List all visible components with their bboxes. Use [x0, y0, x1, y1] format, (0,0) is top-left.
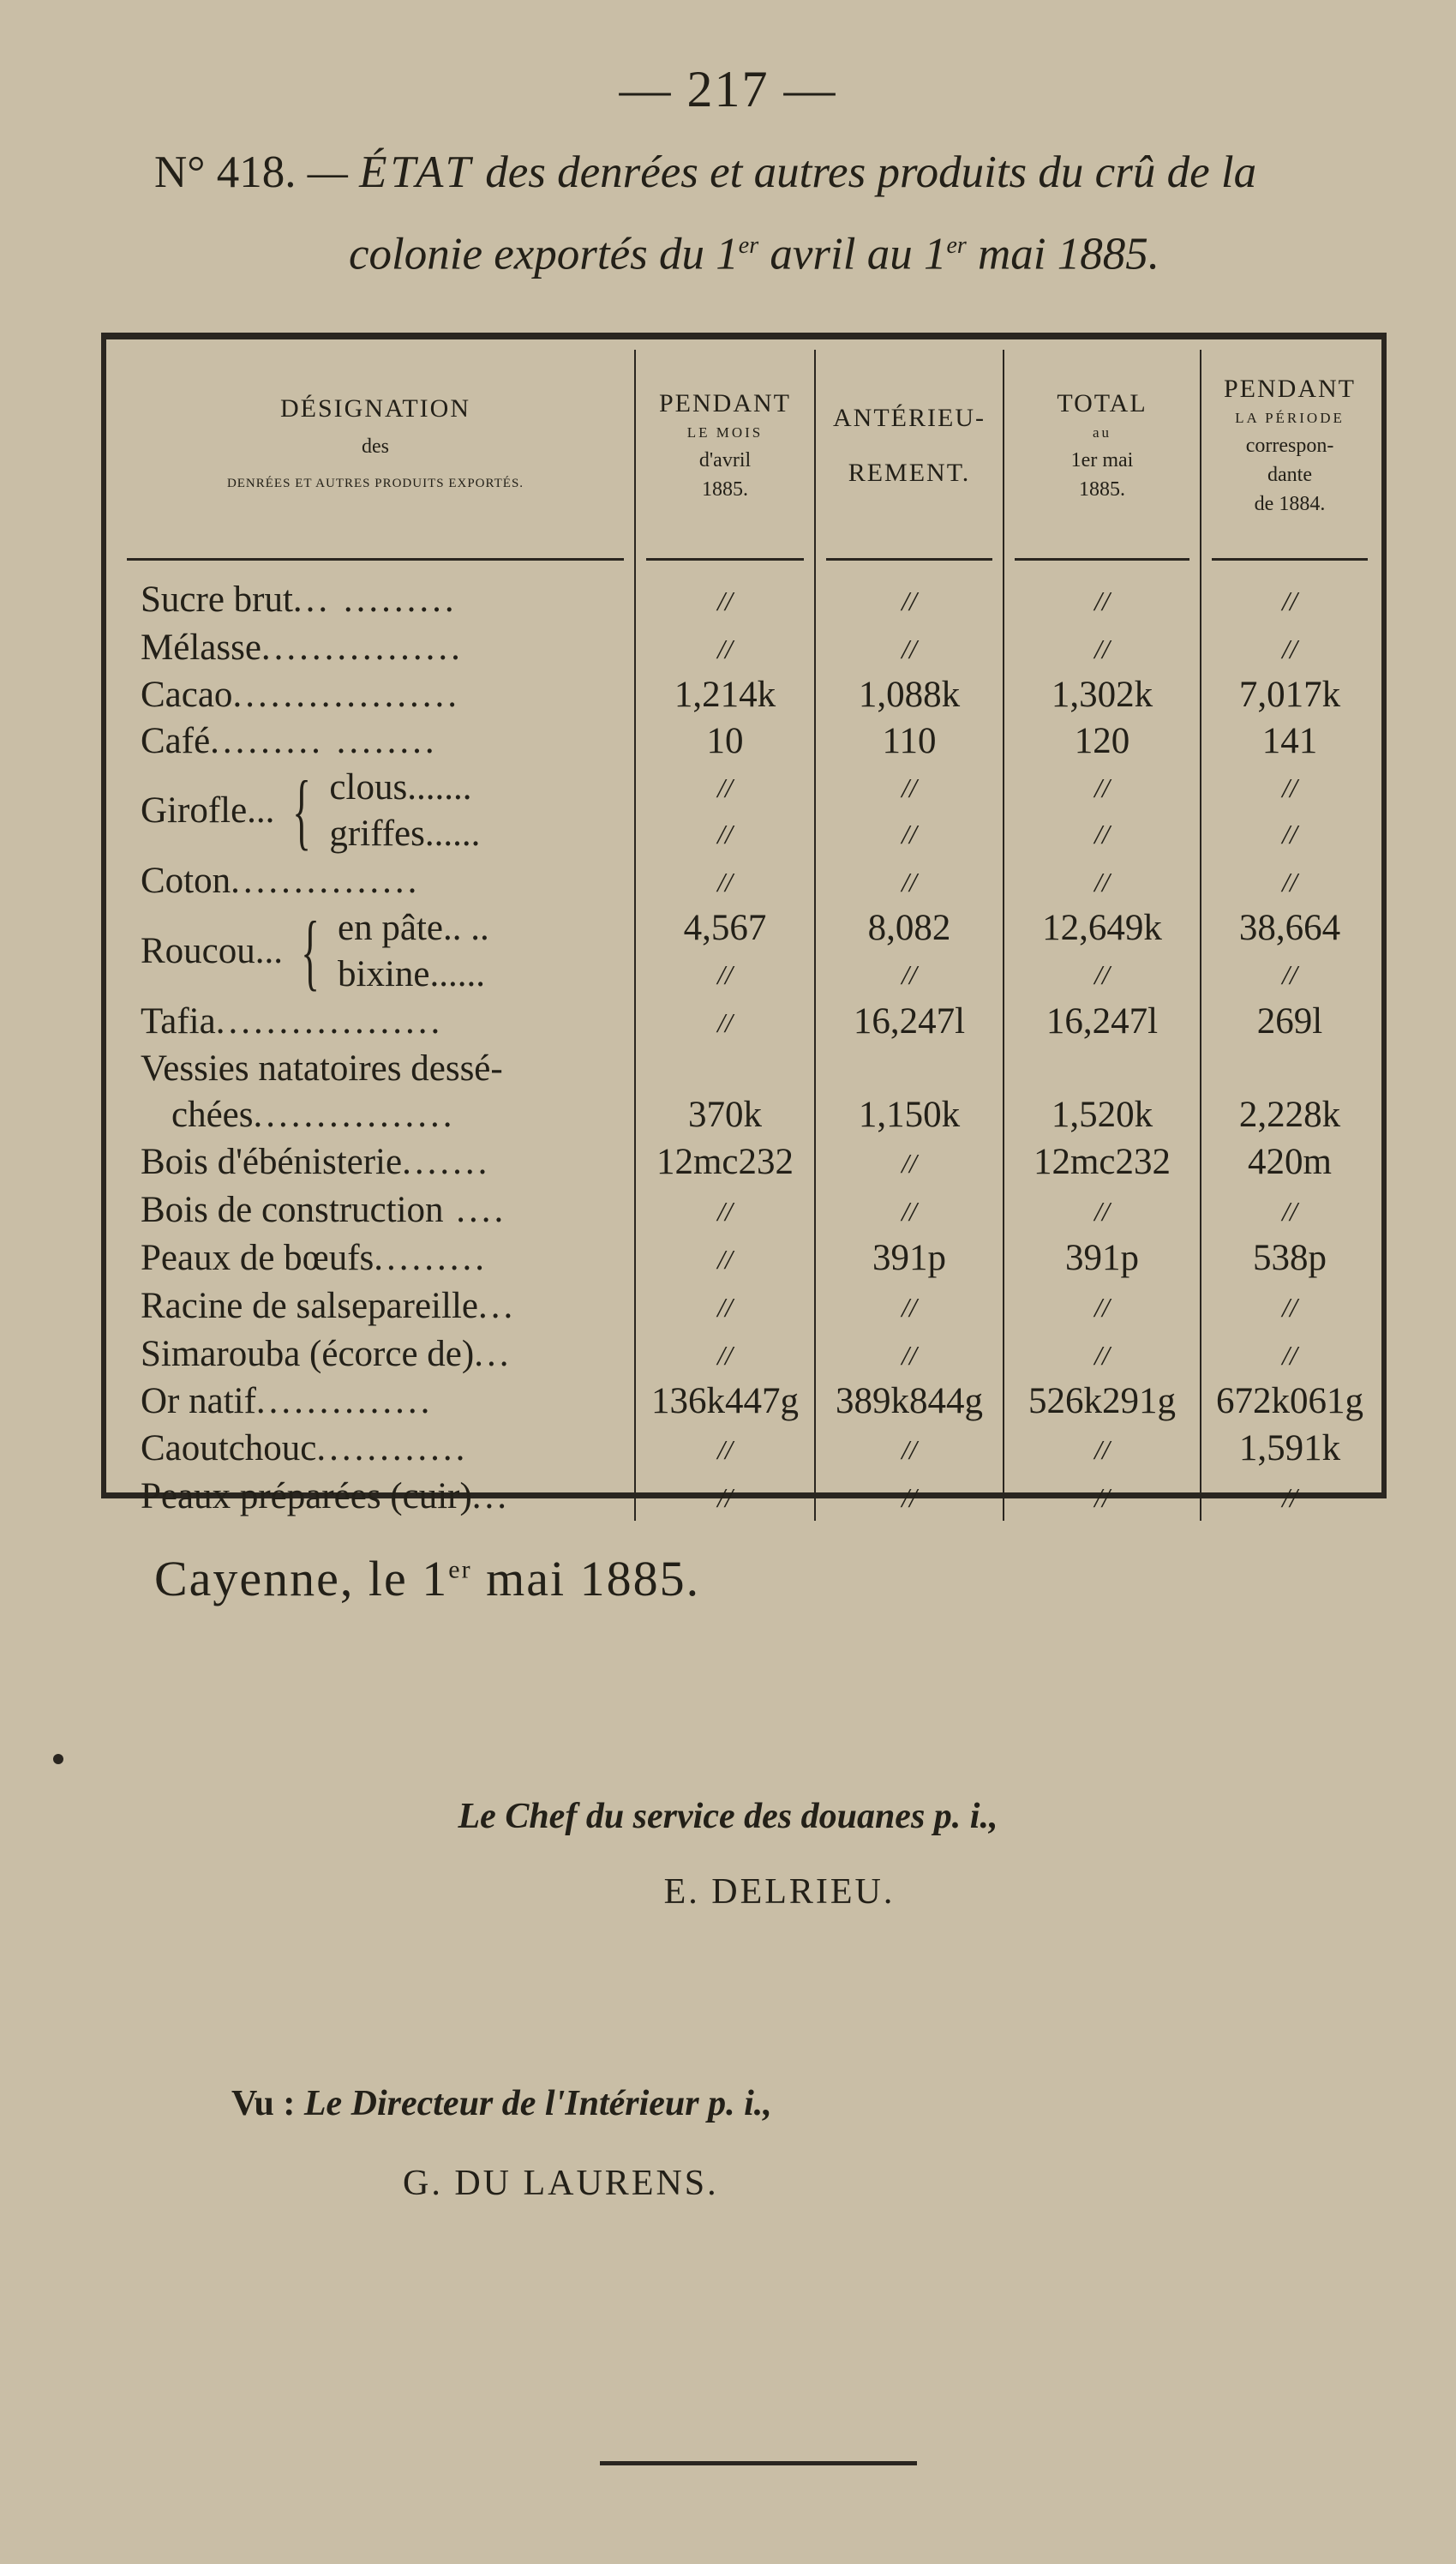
export-table — [117, 350, 1378, 1521]
cell-anterieurement: // — [815, 857, 1004, 905]
cell-total: // — [1004, 624, 1201, 672]
table-row — [117, 857, 1378, 905]
table-row — [117, 998, 1378, 1046]
cell-total: // — [1004, 1473, 1201, 1521]
cell-avril: 370k — [635, 1046, 815, 1138]
table-row — [117, 1330, 1378, 1378]
row-label: Bois d'ébénisterie....... — [117, 1138, 635, 1186]
header-total: TOTAL au 1er mai 1885. — [1004, 350, 1201, 542]
table-row — [117, 624, 1378, 672]
cell-1884: 7,017k — [1238, 675, 1341, 715]
header-rule — [1212, 558, 1368, 561]
cell-anterieurement: 16,247l — [815, 998, 1004, 1046]
cell-anterieurement: 8,082 // — [815, 905, 1004, 998]
table-row — [117, 1234, 1378, 1282]
cell-total: // — [1004, 1186, 1201, 1234]
page-number: — 217 — — [619, 61, 837, 117]
row-label: Mélasse................ — [117, 624, 635, 672]
header-pendant-avril: PENDANT LE MOIS d'avril 1885. — [635, 350, 815, 542]
signatory-name-director: G. DU LAURENS. — [403, 2164, 719, 2203]
row-label: Café......... ........ — [117, 718, 635, 765]
cell-total: // — [1004, 576, 1201, 624]
vu-label: Vu : — [231, 2084, 304, 2123]
sub-label: griffes...... — [329, 814, 481, 854]
sub-label: bixine...... — [338, 954, 486, 994]
table-row — [117, 1138, 1378, 1186]
cell-avril: 12mc232 — [635, 1138, 815, 1186]
table-row — [117, 718, 1378, 765]
cell-avril: // — [635, 624, 815, 672]
table-row-vessies — [117, 1046, 1378, 1138]
cell-anterieurement: 1,088k — [815, 672, 1004, 718]
cell-1884: // — [1282, 1482, 1297, 1513]
cell-total: 12mc232 — [1004, 1138, 1201, 1186]
cell-anterieurement: // // — [815, 765, 1004, 857]
header-designation: DÉSIGNATION des DENRÉES ET AUTRES PRODUITS EXPORTÉS. — [117, 350, 635, 542]
cell-anterieurement: // — [815, 1138, 1004, 1186]
cell-total: 1,302k — [1004, 672, 1201, 718]
brace: { — [292, 765, 312, 857]
closing-rule — [600, 2461, 917, 2465]
cell-anterieurement: 391p — [815, 1234, 1004, 1282]
table-row — [117, 1378, 1378, 1425]
row-label: Or natif.............. — [117, 1378, 635, 1425]
signatory-title-customs: Le Chef du service des douanes p. i., — [458, 1797, 998, 1836]
margin-dot — [53, 1754, 63, 1764]
row-label-girofle: Girofle... { clous....... griffes...... — [117, 765, 635, 857]
cell-1884: 141 — [1261, 721, 1318, 761]
header-rule — [127, 558, 624, 561]
table-row — [117, 1473, 1378, 1521]
cell-1884: 1,591k — [1238, 1428, 1341, 1468]
brace: { — [301, 905, 320, 998]
cell-total: 120 — [1004, 718, 1201, 765]
row-label: Sucre brut... ......... — [117, 576, 635, 624]
cell-avril: // — [635, 1282, 815, 1330]
table-row-group-girofle — [117, 765, 1378, 857]
cell-total: // — [1004, 1425, 1201, 1473]
table-row — [117, 672, 1378, 718]
export-table-frame — [101, 333, 1387, 1516]
cell-total: 526k291g — [1004, 1378, 1201, 1425]
row-label: Racine de salsepareille... — [117, 1282, 635, 1330]
table-row — [117, 1282, 1378, 1330]
signatory-name-customs: E. DELRIEU. — [663, 1872, 896, 1912]
cell-avril: 10 — [635, 718, 815, 765]
cell-avril: // // — [635, 765, 815, 857]
row-label: Tafia.................. — [117, 998, 635, 1046]
cell-anterieurement: // — [815, 624, 1004, 672]
cell-avril: // — [635, 998, 815, 1046]
cell-total: // — [1004, 857, 1201, 905]
header-rule — [826, 558, 992, 561]
cell-avril: 1,214k — [635, 672, 815, 718]
heading-line-2: colonie exportés du 1er avril au 1er mai 1885. — [348, 229, 1160, 279]
cell-total: // — [1004, 1282, 1201, 1330]
cell-1884: // — [1282, 585, 1297, 616]
cell-avril: // — [635, 1186, 815, 1234]
cell-anterieurement: 1,150k — [815, 1046, 1004, 1138]
cell-1884: // — [1282, 867, 1297, 898]
cell-total: // — [1004, 1330, 1201, 1378]
cell-total: 391p — [1004, 1234, 1201, 1282]
table-row-group-roucou — [117, 905, 1378, 998]
table-row — [117, 576, 1378, 624]
cell-avril: 136k447g — [635, 1378, 815, 1425]
table-row — [117, 1186, 1378, 1234]
cell-anterieurement: // — [815, 1186, 1004, 1234]
header-rule — [646, 558, 804, 561]
row-label: Cacao.................. — [117, 672, 635, 718]
row-label: Simarouba (écorce de)... — [117, 1330, 635, 1378]
cell-1884: 672k061g — [1216, 1381, 1363, 1421]
cell-1884: // // — [1282, 772, 1297, 850]
cell-avril: 4,567 // — [635, 905, 815, 998]
row-label: Peaux préparées (cuir)... — [117, 1473, 635, 1521]
cell-avril: // — [635, 576, 815, 624]
row-label: Coton............... — [117, 857, 635, 905]
cell-total: 1,520k — [1004, 1046, 1201, 1138]
header-separator-row — [117, 542, 1378, 576]
cell-1884: // — [1282, 1292, 1297, 1323]
row-label: Bois de construction .... — [117, 1186, 635, 1234]
document-heading — [129, 135, 1380, 291]
cell-1884: 2,228k — [1238, 1095, 1341, 1135]
cell-total: // // — [1004, 765, 1201, 857]
cell-anterieurement: // — [815, 1425, 1004, 1473]
cell-total: 16,247l — [1004, 998, 1201, 1046]
header-anterieurement: ANTÉRIEU- REMENT. — [815, 350, 1004, 542]
document-number: N° 418. — [154, 147, 297, 197]
sub-label: clous....... — [329, 767, 472, 808]
row-label-roucou: Roucou... { en pâte.. .. bixine...... — [117, 905, 635, 998]
cell-avril: // — [635, 857, 815, 905]
row-label: Peaux de bœufs......... — [117, 1234, 635, 1282]
cell-1884: 269l — [1256, 1001, 1323, 1042]
cell-1884: 38,664 // — [1238, 908, 1341, 990]
cell-total: 12,649k // — [1004, 905, 1201, 998]
cell-anterieurement: // — [815, 1473, 1004, 1521]
row-label: Vessies natatoires dessé- chées................ — [117, 1046, 635, 1138]
date-line: Cayenne, le 1er mai 1885. — [154, 1551, 701, 1606]
header-periode-1884: PENDANT LA PÉRIODE correspon- dante de 1884. — [1224, 375, 1356, 515]
cell-anterieurement: 389k844g — [815, 1378, 1004, 1425]
sub-label: en pâte.. .. — [338, 908, 489, 948]
table-row — [117, 1425, 1378, 1473]
cell-1884: // — [1282, 633, 1297, 664]
cell-avril: // — [635, 1330, 815, 1378]
table-header-row — [117, 350, 1378, 542]
cell-1884: 538p — [1253, 1238, 1327, 1278]
heading-line-1: N° 418. — ÉTAT des denrées et autres produits du crû de la — [154, 147, 1257, 197]
signatory-title-director: Vu : Le Directeur de l'Intérieur p. i., — [231, 2084, 772, 2123]
row-label: Caoutchouc............ — [117, 1425, 635, 1473]
title-word: ÉTAT — [359, 147, 474, 197]
cell-1884: // — [1282, 1196, 1297, 1227]
cell-1884: 420m — [1248, 1142, 1332, 1182]
cell-anterieurement: // — [815, 1330, 1004, 1378]
cell-anterieurement: // — [815, 1282, 1004, 1330]
cell-anterieurement: 110 — [815, 718, 1004, 765]
cell-avril: // — [635, 1473, 815, 1521]
cell-avril: // — [635, 1425, 815, 1473]
cell-avril: // — [635, 1234, 815, 1282]
header-rule — [1015, 558, 1189, 561]
cell-1884: // — [1282, 1340, 1297, 1371]
cell-anterieurement: // — [815, 576, 1004, 624]
